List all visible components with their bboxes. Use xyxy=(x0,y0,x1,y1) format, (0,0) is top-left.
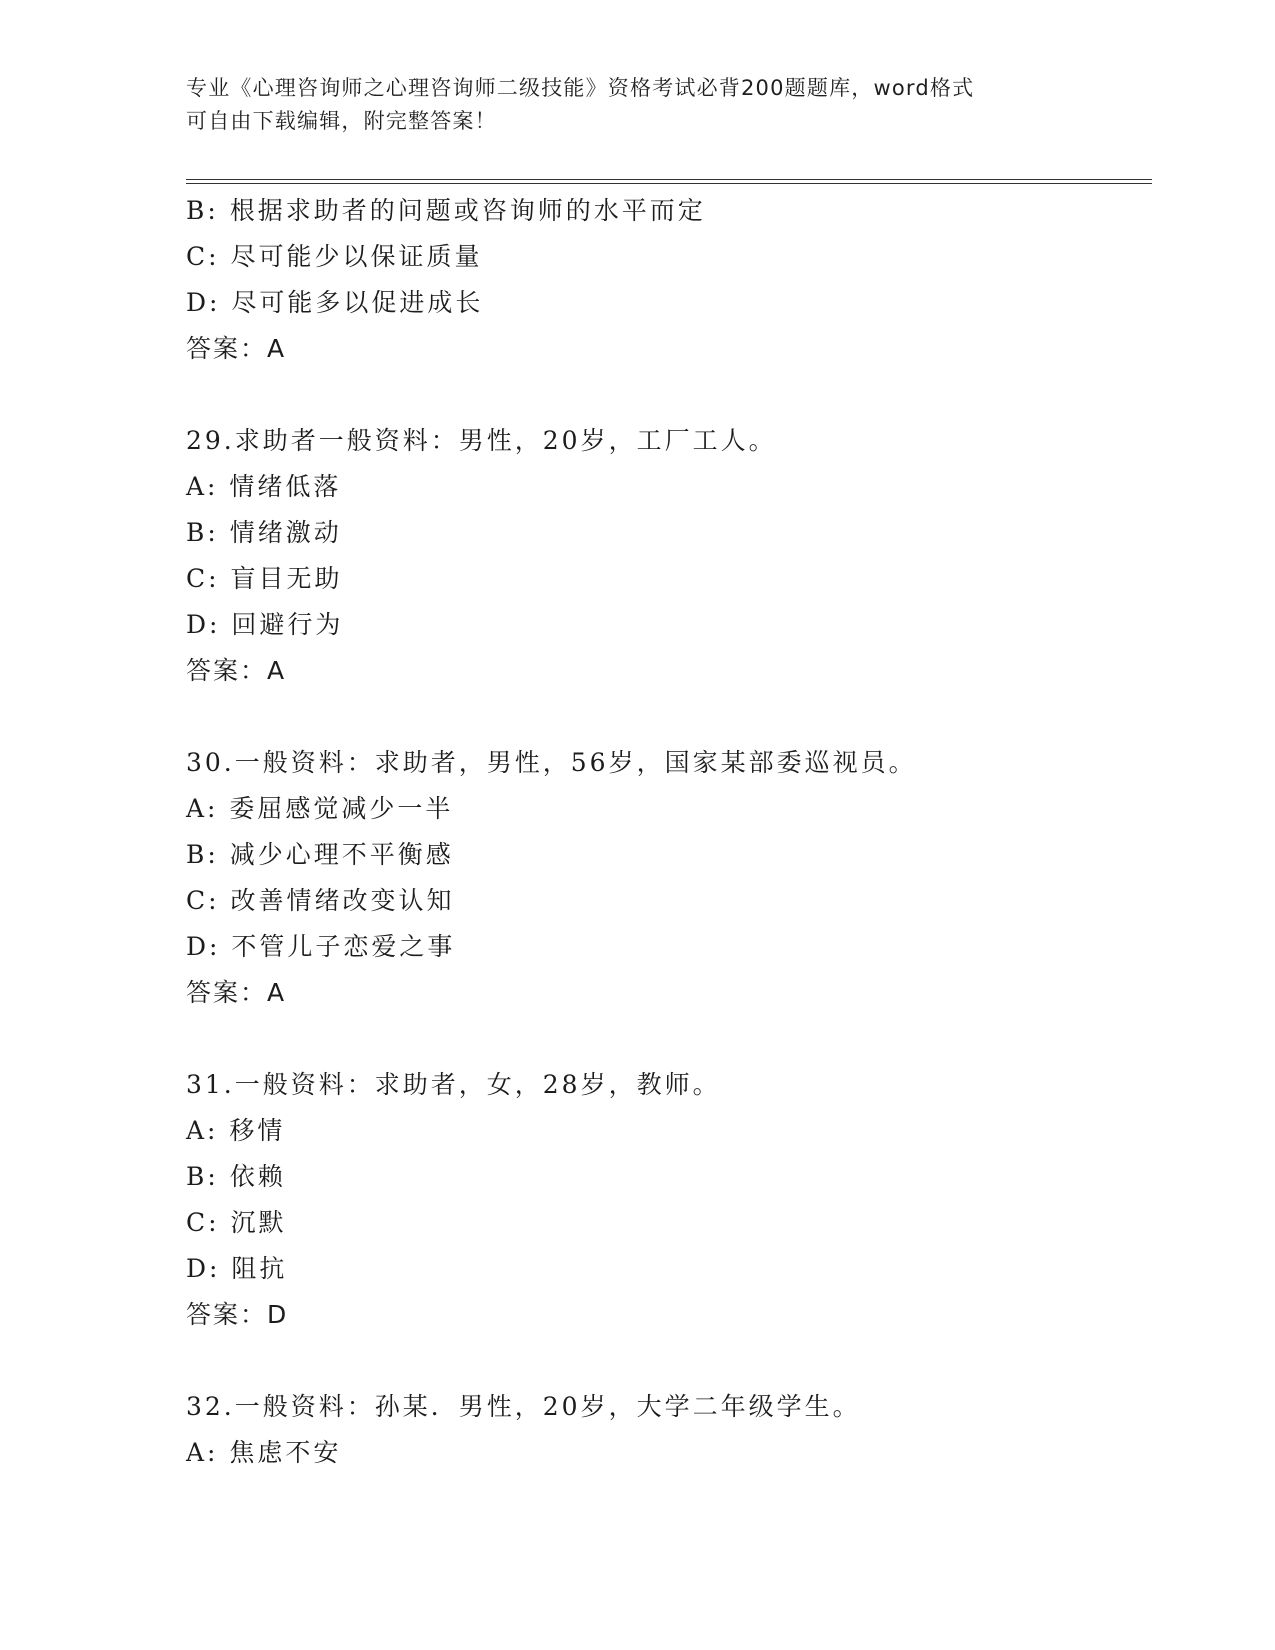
document-header xyxy=(186,72,1086,138)
question-list xyxy=(186,188,1146,1476)
option-a: A: 委屈感觉减少一半 xyxy=(186,794,454,823)
answer-line: 答案：A xyxy=(186,656,287,685)
answer-line: 答案：A xyxy=(186,978,287,1007)
question-block-32 xyxy=(186,1384,1146,1476)
answer-line: 答案：D xyxy=(186,1300,289,1329)
option-d: D: 回避行为 xyxy=(186,610,344,639)
option-c: C: 尽可能少以保证质量 xyxy=(186,242,483,271)
option-d: D: 尽可能多以促进成长 xyxy=(186,288,484,317)
answer-line: 答案：A xyxy=(186,334,287,363)
question-stem: 30.一般资料：求助者，男性，56岁，国家某部委巡视员。 xyxy=(186,748,917,777)
question-block-partial xyxy=(186,188,1146,372)
option-c: C: 改善情绪改变认知 xyxy=(186,886,455,915)
header-title-line: 专业《心理咨询师之心理咨询师二级技能》资格考试必背200题题库，word格式 xyxy=(186,76,975,100)
question-block-29 xyxy=(186,418,1146,694)
option-b: B: 根据求助者的问题或咨询师的水平而定 xyxy=(186,196,706,225)
header-divider-top xyxy=(186,179,1152,180)
option-a: A: 焦虑不安 xyxy=(186,1438,342,1467)
option-a: A: 移情 xyxy=(186,1116,286,1145)
option-d: D: 不管儿子恋爱之事 xyxy=(186,932,456,961)
question-block-31 xyxy=(186,1062,1146,1338)
option-b: B: 情绪激动 xyxy=(186,518,342,547)
question-stem: 32.一般资料：孙某．男性，20岁，大学二年级学生。 xyxy=(186,1392,861,1421)
header-divider-bottom xyxy=(186,183,1152,184)
question-stem: 31.一般资料：求助者，女，28岁，教师。 xyxy=(186,1070,721,1099)
spacer xyxy=(186,372,1146,418)
option-c: C: 沉默 xyxy=(186,1208,287,1237)
option-d: D: 阻抗 xyxy=(186,1254,288,1283)
spacer xyxy=(186,694,1146,740)
header-subtitle-line: 可自由下载编辑，附完整答案！ xyxy=(186,109,497,133)
option-b: B: 依赖 xyxy=(186,1162,286,1191)
option-c: C: 盲目无助 xyxy=(186,564,343,593)
question-block-30 xyxy=(186,740,1146,1016)
question-stem: 29.求助者一般资料：男性，20岁，工厂工人。 xyxy=(186,426,777,455)
option-b: B: 减少心理不平衡感 xyxy=(186,840,454,869)
spacer xyxy=(186,1338,1146,1384)
spacer xyxy=(186,1016,1146,1062)
option-a: A: 情绪低落 xyxy=(186,472,342,501)
